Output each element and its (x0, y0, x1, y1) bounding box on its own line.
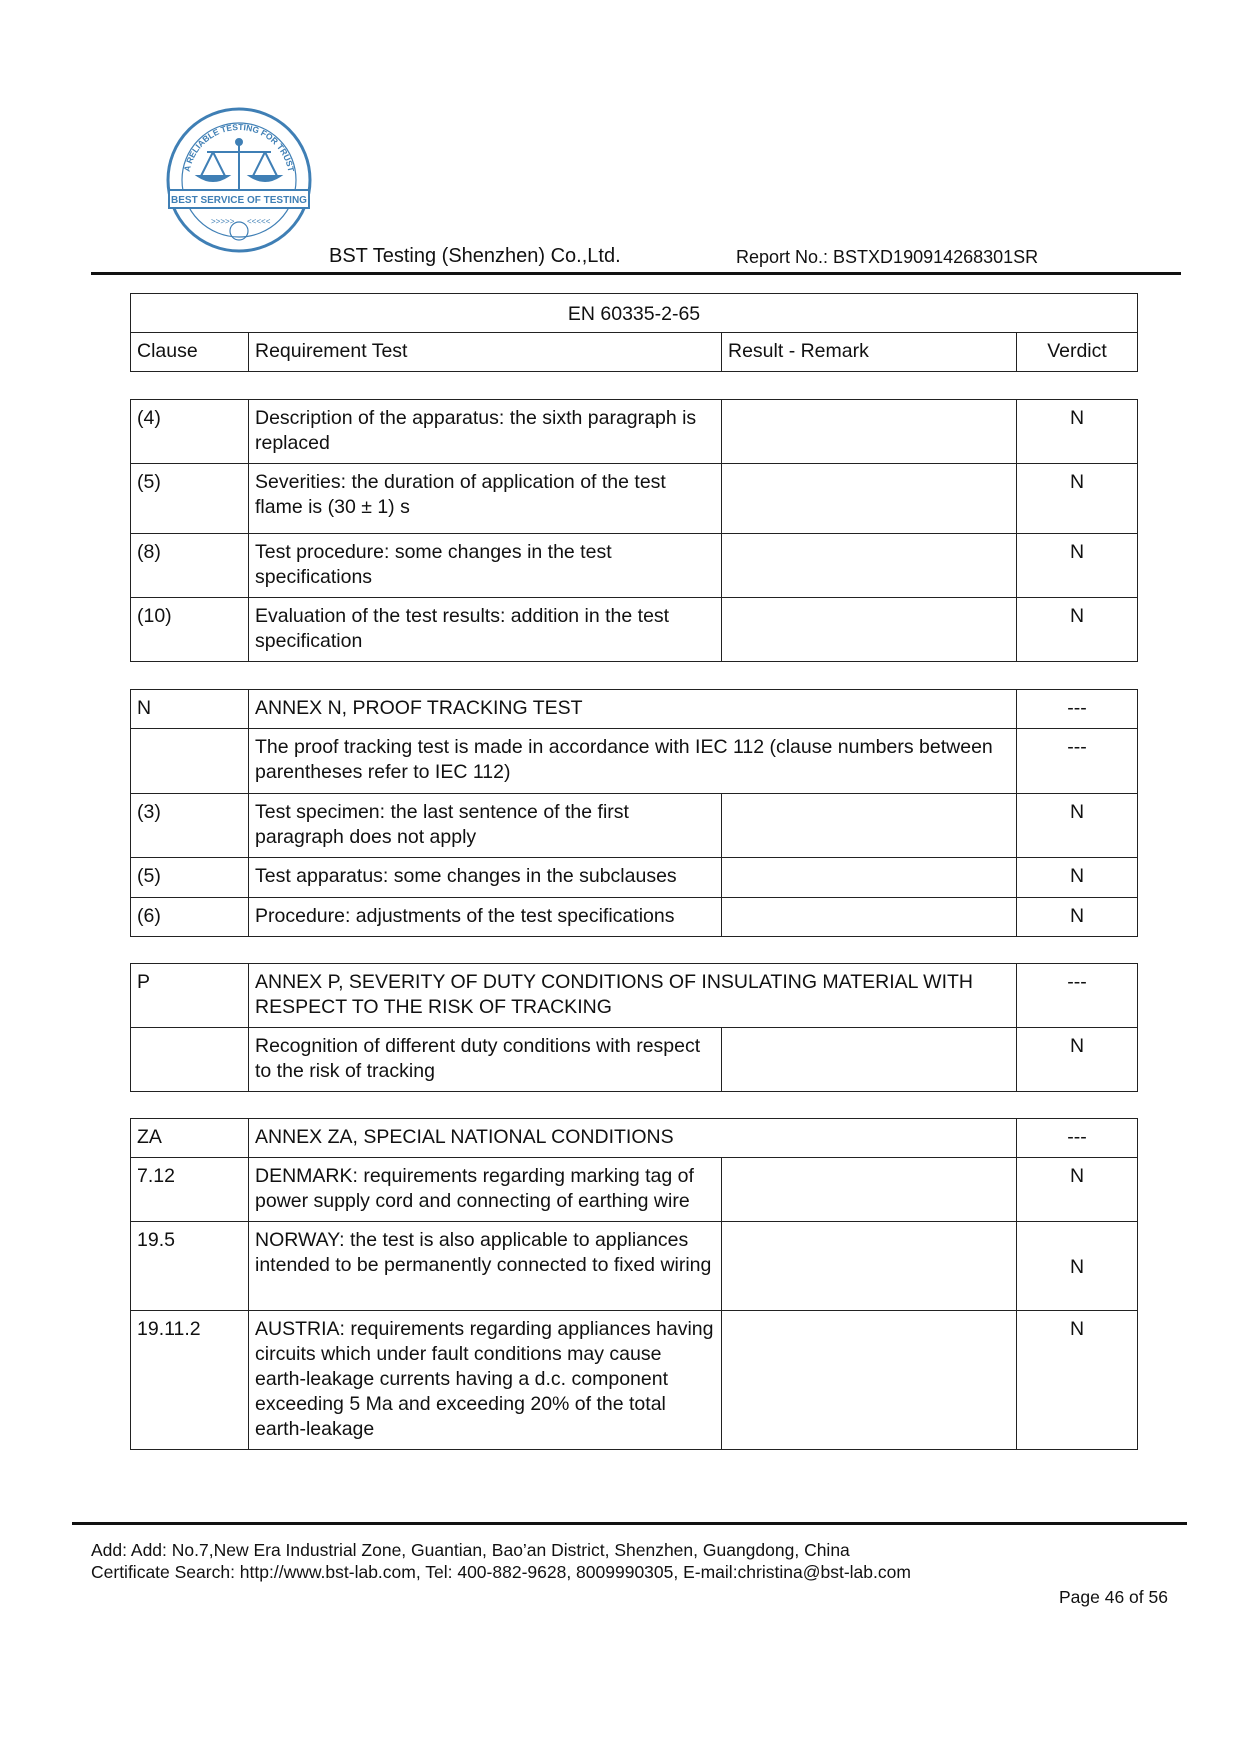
result-cell (722, 598, 1017, 662)
footer-address: Add: Add: No.7,New Era Industrial Zone, Guantian, Bao’an District, Shenzhen, Guangdong, China (91, 1540, 850, 1560)
result-cell (722, 1311, 1017, 1450)
annex-title: ANNEX N, PROOF TRACKING TEST (249, 690, 1017, 729)
clause-cell: 19.5 (131, 1222, 249, 1311)
verdict-cell: N (1017, 598, 1138, 662)
annex-note: The proof tracking test is made in accordance with IEC 112 (clause numbers between parentheses refer to IEC 112) (249, 729, 1017, 794)
clause-cell (131, 1028, 249, 1092)
footer-certificate: Certificate Search: http://www.bst-lab.com, Tel: 400-882-9628, 8009990305, E-mail:christina@bst-lab.com (91, 1562, 911, 1582)
verdict-cell: N (1017, 534, 1138, 598)
scales-icon (198, 139, 280, 190)
verdict-cell: N (1017, 1222, 1138, 1311)
table-row (131, 464, 1138, 534)
table-row (131, 1028, 1138, 1092)
logo-arrows-right: <<<<< (247, 217, 271, 226)
clause-cell: ZA (131, 1119, 249, 1158)
result-cell (722, 464, 1017, 534)
requirement-cell: DENMARK: requirements regarding marking tag of power supply cord and connecting of earthing wire (249, 1158, 722, 1222)
standard-header-table (130, 293, 1138, 372)
result-cell (722, 898, 1017, 937)
verdict-cell: N (1017, 464, 1138, 534)
logo-band-text: BEST SERVICE OF TESTING (171, 195, 307, 206)
table-row (131, 898, 1138, 937)
column-header-requirement: Requirement Test (249, 333, 722, 372)
table-row (131, 729, 1138, 794)
table-row (131, 1311, 1138, 1450)
standard-title: EN 60335-2-65 (131, 294, 1138, 333)
verdict-cell: --- (1017, 1119, 1138, 1158)
result-cell (722, 1158, 1017, 1222)
verdict-cell: N (1017, 898, 1138, 937)
verdict-cell: N (1017, 1158, 1138, 1222)
company-name: BST Testing (Shenzhen) Co.,Ltd. (329, 245, 621, 267)
requirement-cell: Test apparatus: some changes in the subclauses (249, 858, 722, 898)
annex-heading-row (131, 1119, 1138, 1158)
table-row (131, 534, 1138, 598)
clause-cell: 19.11.2 (131, 1311, 249, 1450)
clause-cell: (6) (131, 898, 249, 937)
clause-cell: 7.12 (131, 1158, 249, 1222)
requirement-cell: Description of the apparatus: the sixth paragraph is replaced (249, 400, 722, 464)
table-row (131, 598, 1138, 662)
verdict-cell: --- (1017, 964, 1138, 1028)
annex-heading-row (131, 964, 1138, 1028)
result-cell (722, 1028, 1017, 1092)
company-logo (165, 106, 313, 254)
clause-cell: (4) (131, 400, 249, 464)
column-header-verdict: Verdict (1017, 333, 1138, 372)
table-row (131, 794, 1138, 858)
annex-za-table (130, 1118, 1138, 1450)
result-cell (722, 1222, 1017, 1311)
requirement-cell: Evaluation of the test results: addition in the test specification (249, 598, 722, 662)
result-cell (722, 858, 1017, 898)
clause-cell (131, 729, 249, 794)
clause-cell: (5) (131, 464, 249, 534)
verdict-cell: N (1017, 794, 1138, 858)
logo-top-text: A RELIABLE TESTING FOR TRUST (181, 121, 297, 173)
clause-cell: N (131, 690, 249, 729)
clause-cell: (3) (131, 794, 249, 858)
flame-test-table (130, 399, 1138, 662)
requirement-cell: AUSTRIA: requirements regarding appliances having circuits which under fault conditions may cause earth-leakage currents having a d.c. component exceeding 5 Ma and exceeding 20% of the total earth-leakage (249, 1311, 722, 1450)
requirement-cell: Recognition of different duty conditions with respect to the risk of tracking (249, 1028, 722, 1092)
requirement-cell: Test specimen: the last sentence of the first paragraph does not apply (249, 794, 722, 858)
verdict-cell: --- (1017, 690, 1138, 729)
clause-cell: (10) (131, 598, 249, 662)
result-cell (722, 400, 1017, 464)
verdict-cell: --- (1017, 729, 1138, 794)
annex-title: ANNEX P, SEVERITY OF DUTY CONDITIONS OF INSULATING MATERIAL WITH RESPECT TO THE RISK OF TRACKING (249, 964, 1017, 1028)
requirement-cell: Procedure: adjustments of the test specifications (249, 898, 722, 937)
report-number: Report No.: BSTXD190914268301SR (736, 247, 1039, 267)
requirement-cell: NORWAY: the test is also applicable to appliances intended to be permanently connected to fixed wiring (249, 1222, 722, 1311)
table-row (131, 400, 1138, 464)
table-row (131, 1222, 1138, 1311)
page-number: Page 46 of 56 (1059, 1587, 1168, 1607)
header-divider (91, 272, 1181, 275)
result-cell (722, 534, 1017, 598)
verdict-cell: N (1017, 1028, 1138, 1092)
column-header-result: Result - Remark (722, 333, 1017, 372)
clause-cell: (5) (131, 858, 249, 898)
verdict-cell: N (1017, 400, 1138, 464)
footer-divider (72, 1522, 1187, 1525)
result-cell (722, 794, 1017, 858)
annex-n-table (130, 689, 1138, 937)
requirement-cell: Test procedure: some changes in the test specifications (249, 534, 722, 598)
annex-p-table (130, 963, 1138, 1092)
annex-title: ANNEX ZA, SPECIAL NATIONAL CONDITIONS (249, 1119, 1017, 1158)
clause-cell: (8) (131, 534, 249, 598)
verdict-cell: N (1017, 1311, 1138, 1450)
column-header-clause: Clause (131, 333, 249, 372)
logo-arrows-left: >>>>> (211, 217, 235, 226)
table-row (131, 858, 1138, 898)
verdict-cell: N (1017, 858, 1138, 898)
requirement-cell: Severities: the duration of application of the test flame is (30 ± 1) s (249, 464, 722, 534)
table-row (131, 1158, 1138, 1222)
annex-heading-row (131, 690, 1138, 729)
clause-cell: P (131, 964, 249, 1028)
